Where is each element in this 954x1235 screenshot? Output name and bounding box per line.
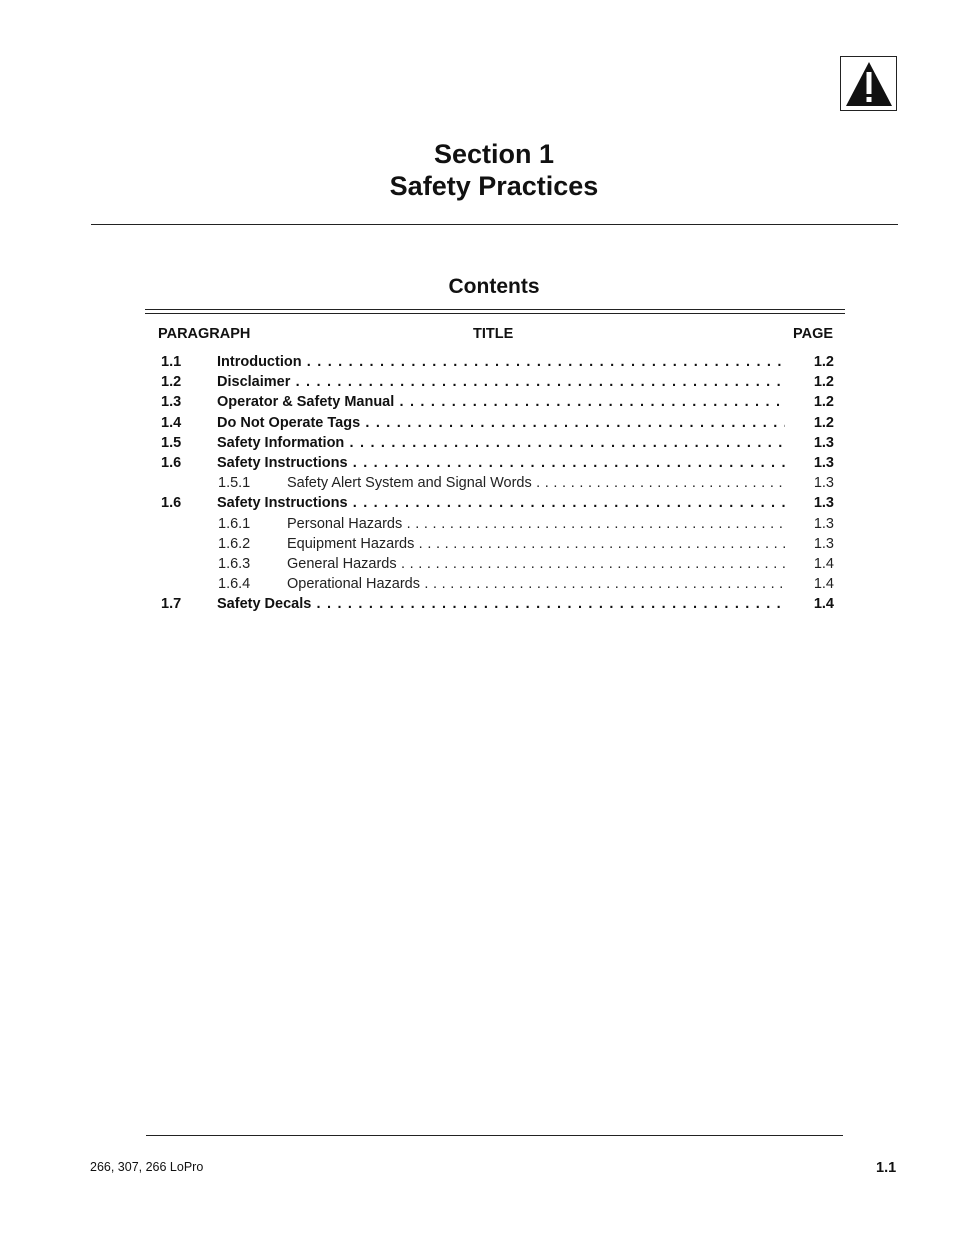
toc-entry-page: 1.3 [813, 515, 834, 532]
column-page: PAGE [793, 326, 834, 342]
warning-icon-box [840, 56, 897, 111]
toc-entry-page: 1.3 [813, 475, 834, 492]
warning-triangle-icon [844, 60, 894, 108]
toc-entry[interactable] [145, 413, 845, 433]
toc-list [145, 352, 845, 614]
toc-entry-number: 1.6.4 [218, 576, 251, 593]
toc-entry-title: Disclaimer . . . [217, 372, 785, 392]
toc-entry-number: 1.6 [161, 454, 182, 471]
toc-entry-number: 1.6.1 [218, 515, 251, 532]
contents-rule-2 [145, 313, 845, 314]
toc-entry[interactable] [145, 574, 845, 594]
toc-entry-title: Safety Instructions . . . [217, 453, 785, 473]
section-title [0, 138, 954, 202]
column-title: TITLE [473, 326, 514, 342]
toc-entry-title: Safety Information . . . [217, 433, 785, 453]
section-name: Safety Practices [389, 171, 599, 201]
bottom-rule [146, 1135, 843, 1136]
toc-entry[interactable] [145, 514, 845, 534]
toc-entry-number: 1.6 [161, 495, 182, 512]
toc-entry-page: 1.3 [813, 434, 834, 451]
toc-entry-page: 1.2 [813, 374, 834, 391]
toc-entry-page: 1.3 [813, 495, 834, 512]
toc-entry-number: 1.3 [161, 394, 182, 411]
footer-models: 266, 307, 266 LoPro [90, 1160, 204, 1174]
toc-entry-number: 1.7 [161, 596, 182, 613]
toc-entry-number: 1.6.3 [218, 555, 251, 572]
toc-entry[interactable] [145, 433, 845, 453]
toc-entry-number: 1.5 [161, 434, 182, 451]
toc-entry[interactable] [145, 534, 845, 554]
column-paragraph: PARAGRAPH [158, 326, 251, 342]
toc-entry[interactable] [145, 352, 845, 372]
contents-rule-1 [145, 309, 845, 310]
toc-entry[interactable] [145, 453, 845, 473]
toc-entry-number: 1.5.1 [218, 475, 251, 492]
footer-page-number: 1.1 [876, 1160, 897, 1176]
top-rule [91, 224, 898, 225]
toc-entry-title: Operational Hazards . . . [287, 574, 785, 594]
toc-entry-page: 1.4 [813, 576, 834, 593]
toc-entry-page: 1.2 [813, 354, 834, 370]
toc-entry[interactable] [145, 554, 845, 574]
toc-entry-title: Introduction . . . [217, 352, 785, 372]
toc-entry-page: 1.2 [813, 394, 834, 411]
toc-entry-page: 1.2 [813, 414, 834, 431]
toc-entry[interactable] [145, 372, 845, 392]
toc-entry-title: Operator & Safety Manual . . . [217, 392, 785, 412]
section-number: Section 1 [433, 139, 555, 169]
contents-heading: Contents [448, 275, 540, 298]
toc-entry-page: 1.3 [813, 454, 834, 471]
toc-entry-title: Do Not Operate Tags . . . [217, 413, 785, 433]
toc-entry[interactable] [145, 473, 845, 493]
toc-entry-number: 1.4 [161, 414, 182, 431]
toc-entry-title: General Hazards . . . [287, 554, 785, 574]
toc-entry-title: Personal Hazards . . . [287, 514, 785, 534]
toc-entry-title: Safety Alert System and Signal Words . . . [287, 473, 785, 493]
toc-entry-title: Safety Decals . . . [217, 594, 785, 614]
toc-entry-number: 1.1 [161, 354, 182, 370]
toc-entry-page: 1.4 [813, 555, 834, 572]
toc-entry[interactable] [145, 493, 845, 513]
toc-entry-number: 1.2 [161, 374, 182, 391]
toc-entry-page: 1.3 [813, 535, 834, 552]
toc-entry-number: 1.6.2 [218, 535, 251, 552]
toc-entry[interactable] [145, 594, 845, 614]
toc-entry-title: Safety Instructions . . . [217, 493, 785, 513]
toc-entry-title: Equipment Hazards . . . [287, 534, 785, 554]
toc-entry[interactable] [145, 392, 845, 412]
toc-entry-page: 1.4 [813, 596, 834, 613]
